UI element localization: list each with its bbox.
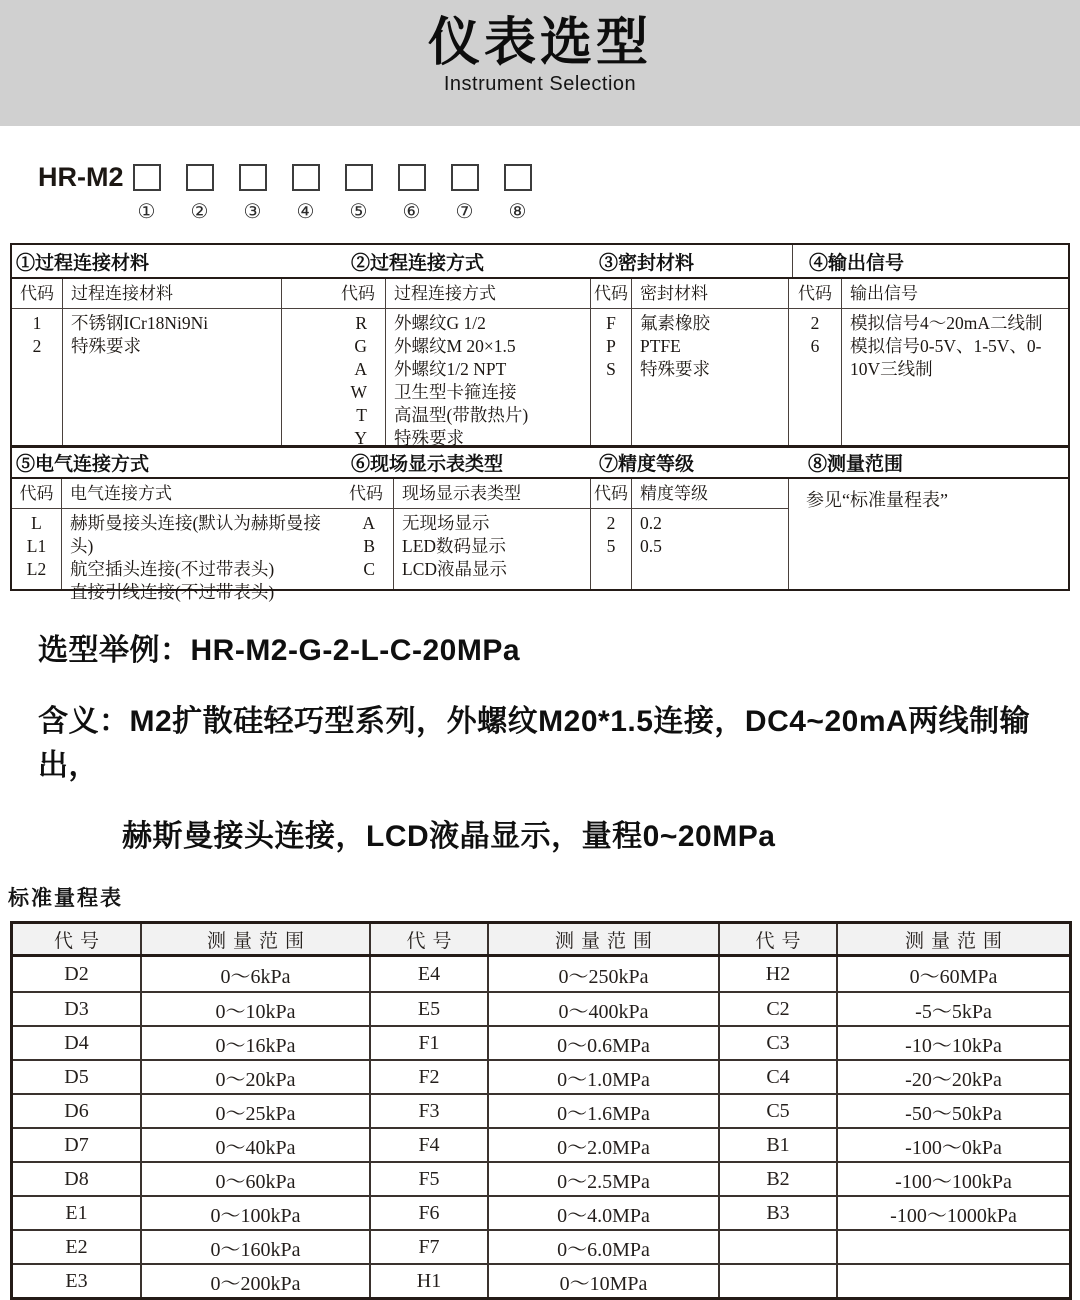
code-cell: B [363,536,375,556]
range-value: 0～16kPa [140,1027,369,1059]
slot-number-3: ③ [243,201,262,223]
col-code-7 [590,479,631,589]
range-code: D8 [64,1167,89,1190]
desc-cell: 模拟信号4～20mA二线制 [850,313,1043,333]
range-code: E3 [65,1269,88,1292]
model-slot-2 [186,164,239,224]
range-code [718,1231,836,1263]
col-desc-3 [631,279,788,445]
range-code: C3 [718,1027,836,1059]
col-code-2 [281,279,385,448]
desc-cell: 氟素橡胶 [640,313,710,333]
band2-grid [12,479,1068,602]
range-value: 0～250kPa [487,957,718,991]
code-cell: L1 [26,536,47,556]
band1-header [12,245,1068,279]
col-header: 精度等级 [632,479,788,509]
model-slot-4 [292,164,345,224]
range-value: 0～1.6MPa [487,1095,718,1127]
code-box-5 [345,164,373,191]
desc-cell: 无现场显示 [402,513,490,533]
col-header: 现场显示表类型 [394,479,590,509]
range-value [836,1231,1069,1263]
range-code: E5 [369,993,487,1025]
range-table [10,921,1072,1300]
selection-table [10,243,1070,602]
range-code: C5 [718,1095,836,1127]
header-cell: 测量范围 [487,924,718,954]
desc-cell: 外螺纹G 1/2 [394,313,486,333]
code-box-6 [398,164,426,191]
slot-number-4: ④ [296,201,315,223]
desc-cell: 不锈钢ICr18Ni9Ni [71,313,209,333]
range-code: H2 [718,957,836,991]
code-cell: F [606,313,616,333]
code-cell: W [350,382,367,402]
code-box-4 [292,164,320,191]
desc-cell: 模拟信号0-5V、1-5V、0-10V三线制 [850,336,1042,379]
col-header: 代码 [282,279,385,309]
range-code: B1 [718,1129,836,1161]
range-code: D6 [64,1099,89,1122]
range-value: 0～2.5MPa [487,1163,718,1195]
col-header: 密封材料 [632,279,788,309]
section-header-1: ①过程连接材料 [16,252,150,274]
range-code: D2 [64,962,89,985]
code-box-7 [451,164,479,191]
range-value: 0～1.0MPa [487,1061,718,1093]
range-value: -50～50kPa [836,1095,1069,1127]
range-value: 0～10MPa [487,1265,718,1297]
col-code-6 [343,479,393,589]
range-row [13,1059,1069,1093]
code-box-3 [239,164,267,191]
slot-number-8: ⑧ [508,201,527,223]
range-code: C2 [718,993,836,1025]
code-cell: G [354,336,367,356]
col-header: 过程连接材料 [63,279,281,309]
section-header-6: ⑥现场显示表类型 [351,454,504,475]
range-code: D5 [64,1065,89,1088]
range-value: -5～5kPa [836,993,1069,1025]
range-value: 0～0.6MPa [487,1027,718,1059]
range-value [836,1265,1069,1297]
range-value: -100～0kPa [836,1129,1069,1161]
range-code: F7 [369,1231,487,1263]
range-value: 0～40kPa [140,1129,369,1161]
col-desc-5 [61,479,343,602]
code-cell: 6 [810,336,820,356]
code-cell: 2 [810,313,820,333]
range-value: 0～2.0MPa [487,1129,718,1161]
top-banner [0,0,1080,126]
col-desc-6 [393,479,590,589]
page-subtitle: Instrument Selection [443,72,637,95]
col-desc-1 [62,279,281,445]
desc-cell: 卫生型卡箍连接 [394,382,517,402]
range-note: 参见“标准量程表” [806,490,948,510]
col-header: 代码 [591,279,631,309]
example-line-3: 赫斯曼接头连接，LCD液晶显示，量程0~20MPa [122,820,776,853]
model-code-row [38,164,1080,224]
range-row [13,1161,1069,1195]
desc-cell: PTFE [640,336,681,356]
desc-cell: 外螺纹1/2 NPT [394,359,507,379]
range-row [13,1229,1069,1263]
range-code: F6 [369,1197,487,1229]
range-value: 0～60kPa [140,1163,369,1195]
code-box-8 [504,164,532,191]
range-row [13,1195,1069,1229]
code-cell: A [362,513,375,533]
range-table-title: 标准量程表 [8,887,123,910]
band1-grid [12,279,1068,448]
code-cell: C [363,559,375,579]
desc-cell: LED数码显示 [402,536,507,556]
range-code: D4 [64,1031,89,1054]
slot-number-1: ① [137,201,156,223]
range-code: B2 [718,1163,836,1195]
range-code: D3 [64,997,89,1020]
desc-cell: 赫斯曼接头连接(默认为赫斯曼接头) [70,513,321,556]
section-header-4: ④输出信号 [792,245,1068,277]
model-slot-7 [451,164,504,224]
code-cell: 1 [32,313,42,333]
desc-cell: 直接引线连接(不过带表头) [70,582,275,602]
slot-number-5: ⑤ [349,201,368,223]
col-code-4 [788,279,841,445]
range-value: 0～25kPa [140,1095,369,1127]
code-cell: 5 [606,536,616,556]
code-cell: L [31,513,42,533]
slot-number-6: ⑥ [402,201,421,223]
range-code [718,1265,836,1297]
col-header: 电气连接方式 [62,479,343,509]
range-value: 0～6.0MPa [487,1231,718,1263]
model-prefix: HR-M2 [38,162,124,192]
code-cell: T [356,405,367,425]
col-range-note [788,479,1068,589]
example-line-1: 选型举例：HR-M2-G-2-L-C-20MPa [38,634,521,667]
col-desc-7 [631,479,788,589]
code-cell: 2 [606,513,616,533]
range-row [13,1127,1069,1161]
range-value: -10～10kPa [836,1027,1069,1059]
range-row [13,991,1069,1025]
desc-cell: 特殊要求 [640,359,710,379]
range-header-row [13,924,1069,957]
desc-cell: 特殊要求 [71,336,141,356]
col-code-3 [590,279,631,445]
code-cell: S [606,359,616,379]
slot-number-7: ⑦ [455,201,474,223]
model-slot-8 [504,164,557,224]
desc-cell: 航空插头连接(不过带表头) [70,559,275,579]
range-code: H1 [369,1265,487,1297]
range-code: C4 [718,1061,836,1093]
range-code: F1 [369,1027,487,1059]
range-value: 0～60MPa [836,957,1069,991]
code-cell: R [355,313,367,333]
col-header: 过程连接方式 [386,279,590,309]
col-header: 代码 [591,479,631,509]
band2-header [12,445,1068,479]
range-value: 0～200kPa [140,1265,369,1297]
model-slot-1 [133,164,186,224]
range-row [13,957,1069,991]
range-value: 0～400kPa [487,993,718,1025]
range-code: F4 [369,1129,487,1161]
range-code: E4 [369,957,487,991]
range-code: E2 [65,1235,88,1258]
selection-example [38,625,1080,855]
slot-number-2: ② [190,201,209,223]
col-header: 代码 [343,479,393,509]
section-header-5: ⑤电气连接方式 [16,454,150,475]
desc-cell: LCD液晶显示 [402,559,507,579]
col-code-1 [12,279,62,445]
code-cell: P [606,336,616,356]
range-code: B3 [718,1197,836,1229]
header-cell: 测量范围 [140,924,369,954]
range-value: -100～100kPa [836,1163,1069,1195]
range-code: F3 [369,1095,487,1127]
desc-cell: 外螺纹M 20×1.5 [394,336,516,356]
range-row [13,1263,1069,1297]
section-header-8: ⑧测量范围 [808,454,904,475]
col-header: 代码 [12,479,61,509]
col-code-5 [12,479,61,589]
desc-cell: 0.2 [640,513,662,533]
col-header: 代码 [12,279,62,309]
range-value: 0～4.0MPa [487,1197,718,1229]
col-desc-4 [841,279,1068,445]
model-slot-6 [398,164,451,224]
col-header: 代码 [789,279,841,309]
model-slot-3 [239,164,292,224]
code-cell: A [354,359,367,379]
range-code: E1 [65,1201,88,1224]
desc-cell: 特殊要求 [394,428,464,448]
range-code: F2 [369,1061,487,1093]
code-box-2 [186,164,214,191]
desc-cell: 高温型(带散热片) [394,405,529,425]
section-header-2: ②过程连接方式 [351,252,485,274]
section-header-3: ③密封材料 [599,252,695,274]
header-cell: 代号 [718,924,836,954]
section-header-7: ⑦精度等级 [599,454,695,475]
code-cell: Y [354,428,367,448]
desc-cell: 0.5 [640,536,662,556]
range-code: F5 [369,1163,487,1195]
range-value: -20～20kPa [836,1061,1069,1093]
range-value: 0～10kPa [140,993,369,1025]
header-cell: 代号 [369,924,487,954]
col-desc-2 [385,279,590,448]
range-value: 0～160kPa [140,1231,369,1263]
code-cell: 2 [32,336,42,356]
col-header: 输出信号 [842,279,1068,309]
model-slot-5 [345,164,398,224]
range-value: -100～1000kPa [836,1197,1069,1229]
example-line-2: 含义：M2扩散硅轻巧型系列，外螺纹M20*1.5连接，DC4~20mA两线制输出， [38,705,1031,782]
page-title: 仪表选型 [427,14,652,72]
header-cell: 代号 [53,930,106,952]
range-value: 0～20kPa [140,1061,369,1093]
range-value: 0～6kPa [140,957,369,991]
range-row [13,1093,1069,1127]
code-box-1 [133,164,161,191]
header-cell: 测量范围 [836,924,1069,954]
range-value: 0～100kPa [140,1197,369,1229]
code-cell: L2 [26,559,47,579]
range-code: D7 [64,1133,89,1156]
range-row [13,1025,1069,1059]
